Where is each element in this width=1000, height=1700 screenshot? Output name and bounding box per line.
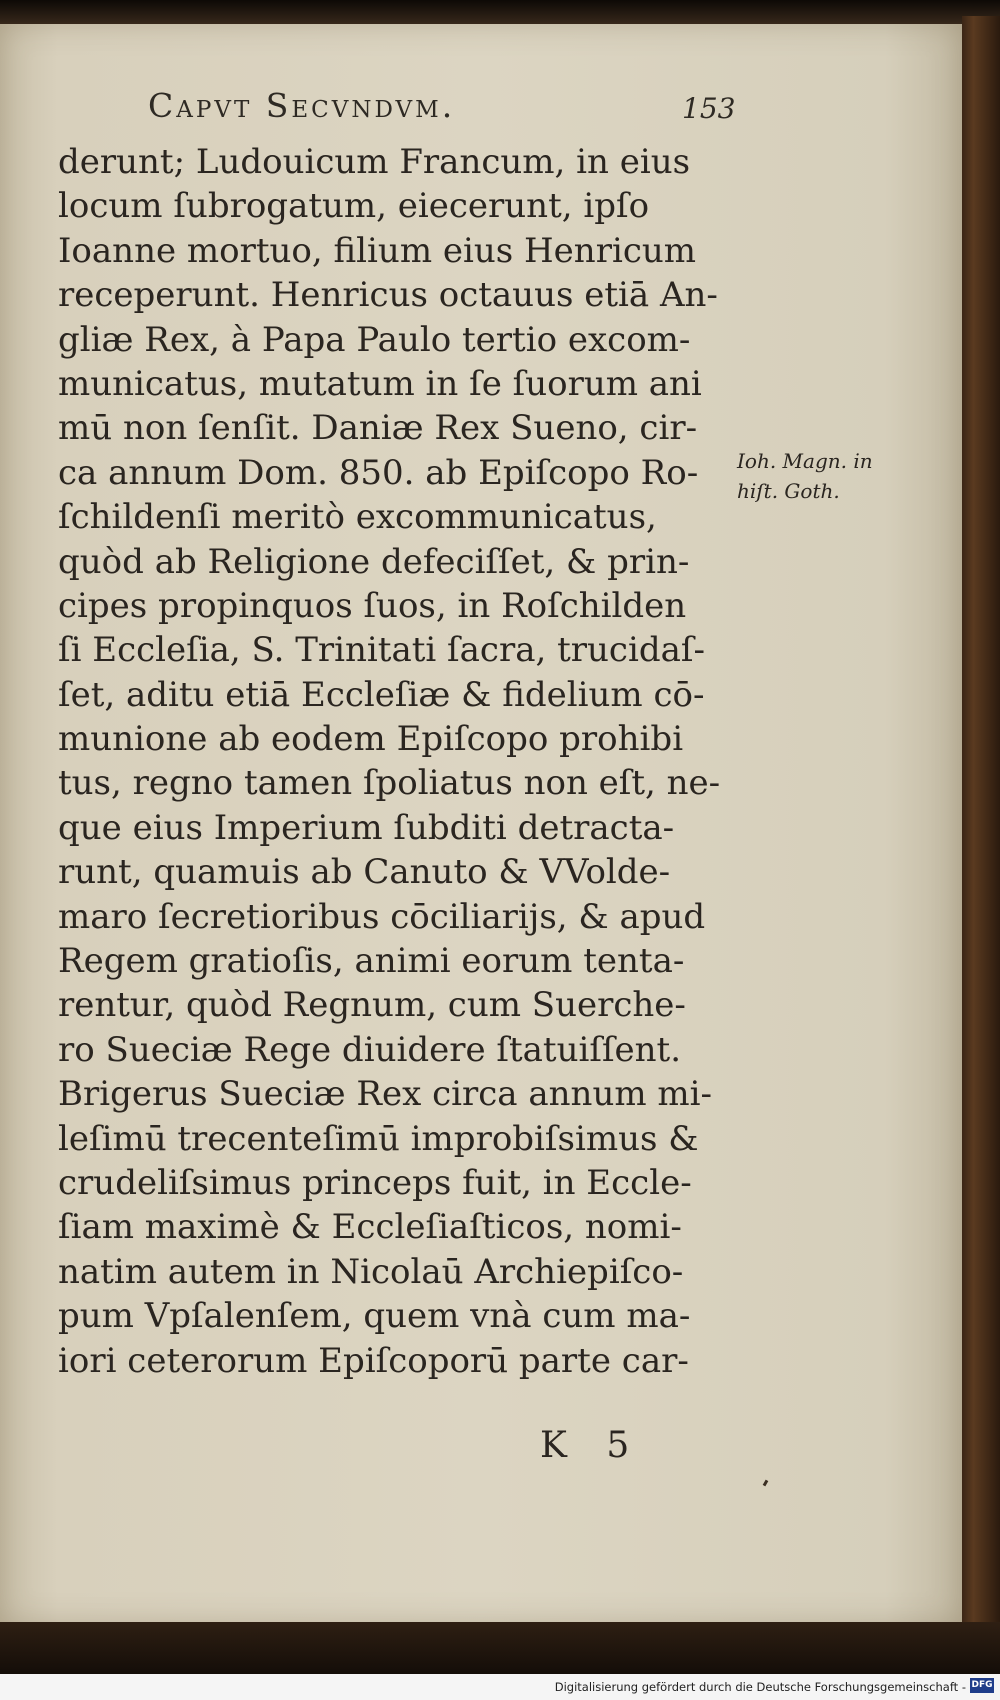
dfg-logo: DFG <box>970 1678 994 1693</box>
text-line: gliæ Rex, à Papa Paulo tertio excom- <box>58 319 691 360</box>
text-line: leſimū trecenteſimū improbiſsimus & <box>58 1118 699 1159</box>
book-spine-edge <box>962 16 1000 1641</box>
text-line: iori ceterorum Epiſcoporū parte car- <box>58 1340 689 1381</box>
marginal-note <box>737 446 873 506</box>
text-line: municatus, mutatum in ſe ſuorum ani <box>58 363 702 404</box>
text-line: receperunt. Henricus octauus etiā An- <box>58 275 718 316</box>
text-line: quòd ab Religione defeciſſet, & prin- <box>58 541 690 582</box>
text-line: tus, regno tamen ſpoliatus non eſt, ne- <box>58 763 721 804</box>
text-line: ſi Eccleſia, S. Trinitati ſacra, trucidaſ- <box>58 630 705 671</box>
footer-credit: Digitalisierung gefördert durch die Deutsche Forschungsgemeinschaft - <box>554 1680 966 1694</box>
text-line: runt, quamuis ab Canuto & VVolde- <box>58 852 671 893</box>
text-line: rentur, quòd Regnum, cum Suerche- <box>58 985 686 1026</box>
text-line: que eius Imperium ſubditi detracta- <box>58 807 675 848</box>
signature-mark: K 5 <box>540 1425 644 1466</box>
footer-bar <box>0 1674 1000 1700</box>
text-line: cipes propinquos ſuos, in Roſchilden <box>58 585 687 626</box>
text-line: Regem gratioſis, animi eorum tenta- <box>58 941 685 982</box>
text-line: derunt; Ludouicum Francum, in eius <box>58 142 691 182</box>
text-line: mū non ſenſit. Daniæ Rex Sueno, cir- <box>58 408 698 449</box>
text-line: ſet, aditu etiā Eccleſiæ & fidelium cō- <box>58 674 705 715</box>
text-line: maro ſecretioribus cōciliarijs, & apud <box>58 896 706 937</box>
text-line: Brigerus Sueciæ Rex circa annum mi- <box>58 1074 713 1115</box>
text-line: natim autem in Nicolaū Archiepiſco- <box>58 1251 684 1292</box>
text-line: ro Sueciæ Rege diuidere ſtatuiſſent. <box>58 1029 682 1070</box>
marginal-note-line: hiſt. Goth. <box>737 479 840 503</box>
text-line: Ioanne mortuo, filium eius Henricum <box>58 230 696 271</box>
body-text <box>58 140 738 1383</box>
page-number: 153 <box>682 92 736 125</box>
text-line: munione ab eodem Epiſcopo prohibi <box>58 719 684 760</box>
text-line: crudeliſsimus princeps fuit, in Eccle- <box>58 1162 692 1203</box>
top-edge <box>0 0 1000 26</box>
running-head: Capvt Secvndvm. <box>148 86 456 125</box>
text-line: locum ſubrogatum, eiecerunt, ipſo <box>58 186 650 227</box>
text-line: pum Vpſalenſem, quem vnà cum ma- <box>58 1296 691 1337</box>
text-line: ca annum Dom. 850. ab Epiſcopo Ro- <box>58 452 699 493</box>
text-line: ſchildenſi meritò excommunicatus, <box>58 497 657 538</box>
marginal-note-line: Ioh. Magn. in <box>737 449 873 473</box>
bottom-edge <box>0 1622 1000 1674</box>
text-line: ſiam maximè & Eccleſiaſticos, nomi- <box>58 1207 682 1248</box>
